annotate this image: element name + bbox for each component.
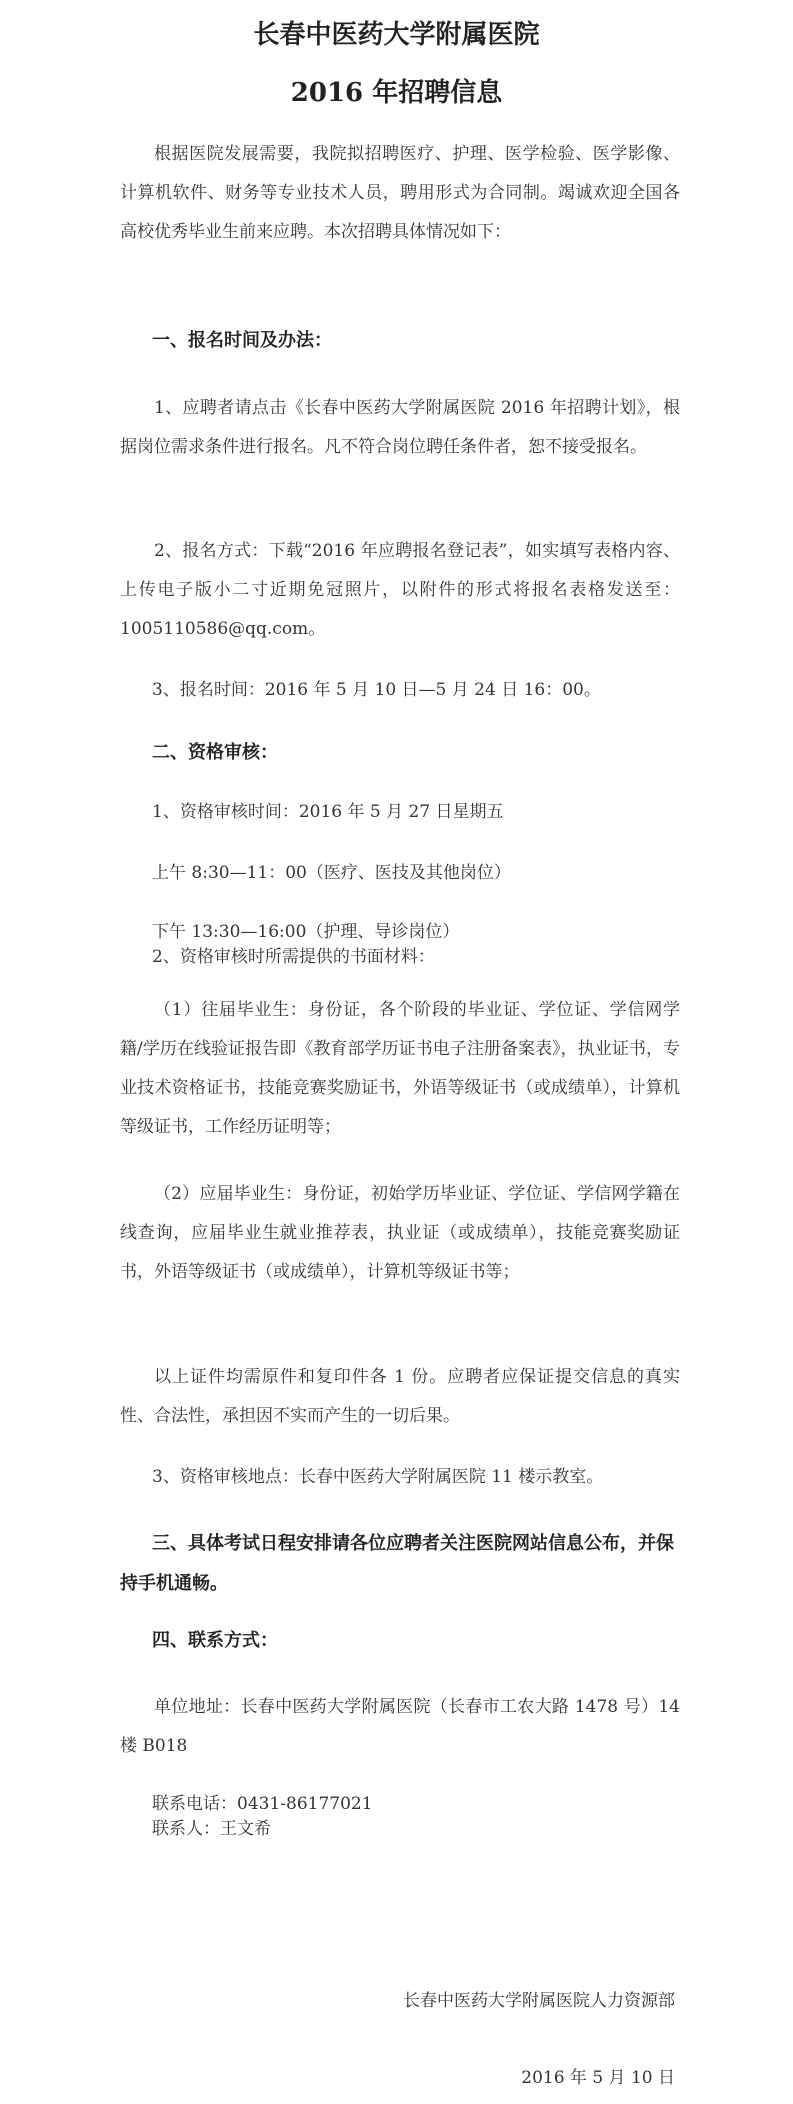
section2-materials: 2、资格审核时所需提供的书面材料： (152, 947, 435, 967)
section4-address: 单位地址：长春中医药大学附属医院（长春市工农大路 1478 号）14 楼 B018 (120, 1697, 680, 1756)
section1-heading: 一、报名时间及办法： (152, 330, 332, 351)
section2-afternoon: 下午 13:30—16:00（护理、导诊岗位） (152, 922, 460, 942)
footer-department: 长春中医药大学附属医院人力资源部 (403, 1991, 675, 2011)
section2-current-graduates: （2）应届毕业生：身份证，初始学历毕业证、学位证、学信网学籍在线查询，应届毕业生就业推荐表，执业证（或成绩单），技能竞赛奖励证书，外语等级证书（或成绩单），计算机等级证书等； (120, 1184, 680, 1282)
document-title: 长春中医药大学附属医院 (253, 20, 540, 50)
section2-past-graduates: （1）往届毕业生：身份证，各个阶段的毕业证、学位证、学信网学籍/学历在线验证报告即《教育部学历证书电子注册备案表》，执业证书，专业技术资格证书，技能竞赛奖励证书，外语等级证书（或成绩单），计算机等级证书，工作经历证明等； (120, 1000, 680, 1137)
intro-paragraph: 根据医院发展需要，我院拟招聘医疗、护理、医学检验、医学影像、计算机软件、财务等专业技术人员，聘用形式为合同制。竭诚欢迎全国各高校优秀毕业生前来应聘。本次招聘具体情况如下： (120, 144, 680, 242)
section4-heading: 四、联系方式： (152, 1630, 278, 1651)
footer-date: 2016 年 5 月 10 日 (521, 2068, 675, 2088)
section4-phone: 联系电话：0431-86177021 (152, 1794, 373, 1814)
section2-time: 1、资格审核时间：2016 年 5 月 27 日星期五 (152, 802, 504, 822)
section1-item3: 3、报名时间：2016 年 5 月 10 日—5 月 24 日 16：00。 (152, 680, 601, 700)
section2-note: 以上证件均需原件和复印件各 1 份。应聘者应保证提交信息的真实性、合法性，承担因不实而产生的一切后果。 (120, 1367, 680, 1426)
document-subtitle: 2016 年招聘信息 (290, 78, 503, 108)
section4-contact: 联系人：王文希 (152, 1819, 271, 1839)
section3-text: 三、具体考试日程安排请各位应聘者关注医院网站信息公布，并保持手机通畅。 (120, 1533, 674, 1594)
section1-item2: 2、报名方式：下载“2016 年应聘报名登记表”，如实填写表格内容、上传电子版小二寸近期免冠照片，以附件的形式将报名表格发送至：1005110586@qq.com。 (120, 541, 680, 639)
section2-heading: 二、资格审核： (152, 742, 278, 763)
section2-place: 3、资格审核地点：长春中医药大学附属医院 11 楼示教室。 (152, 1467, 604, 1487)
section1-item1: 1、应聘者请点击《长春中医药大学附属医院 2016 年招聘计划》，根据岗位需求条件进行报名。凡不符合岗位聘任条件者，恕不接受报名。 (120, 398, 680, 457)
section2-morning: 上午 8:30—11：00（医疗、医技及其他岗位） (152, 863, 511, 883)
